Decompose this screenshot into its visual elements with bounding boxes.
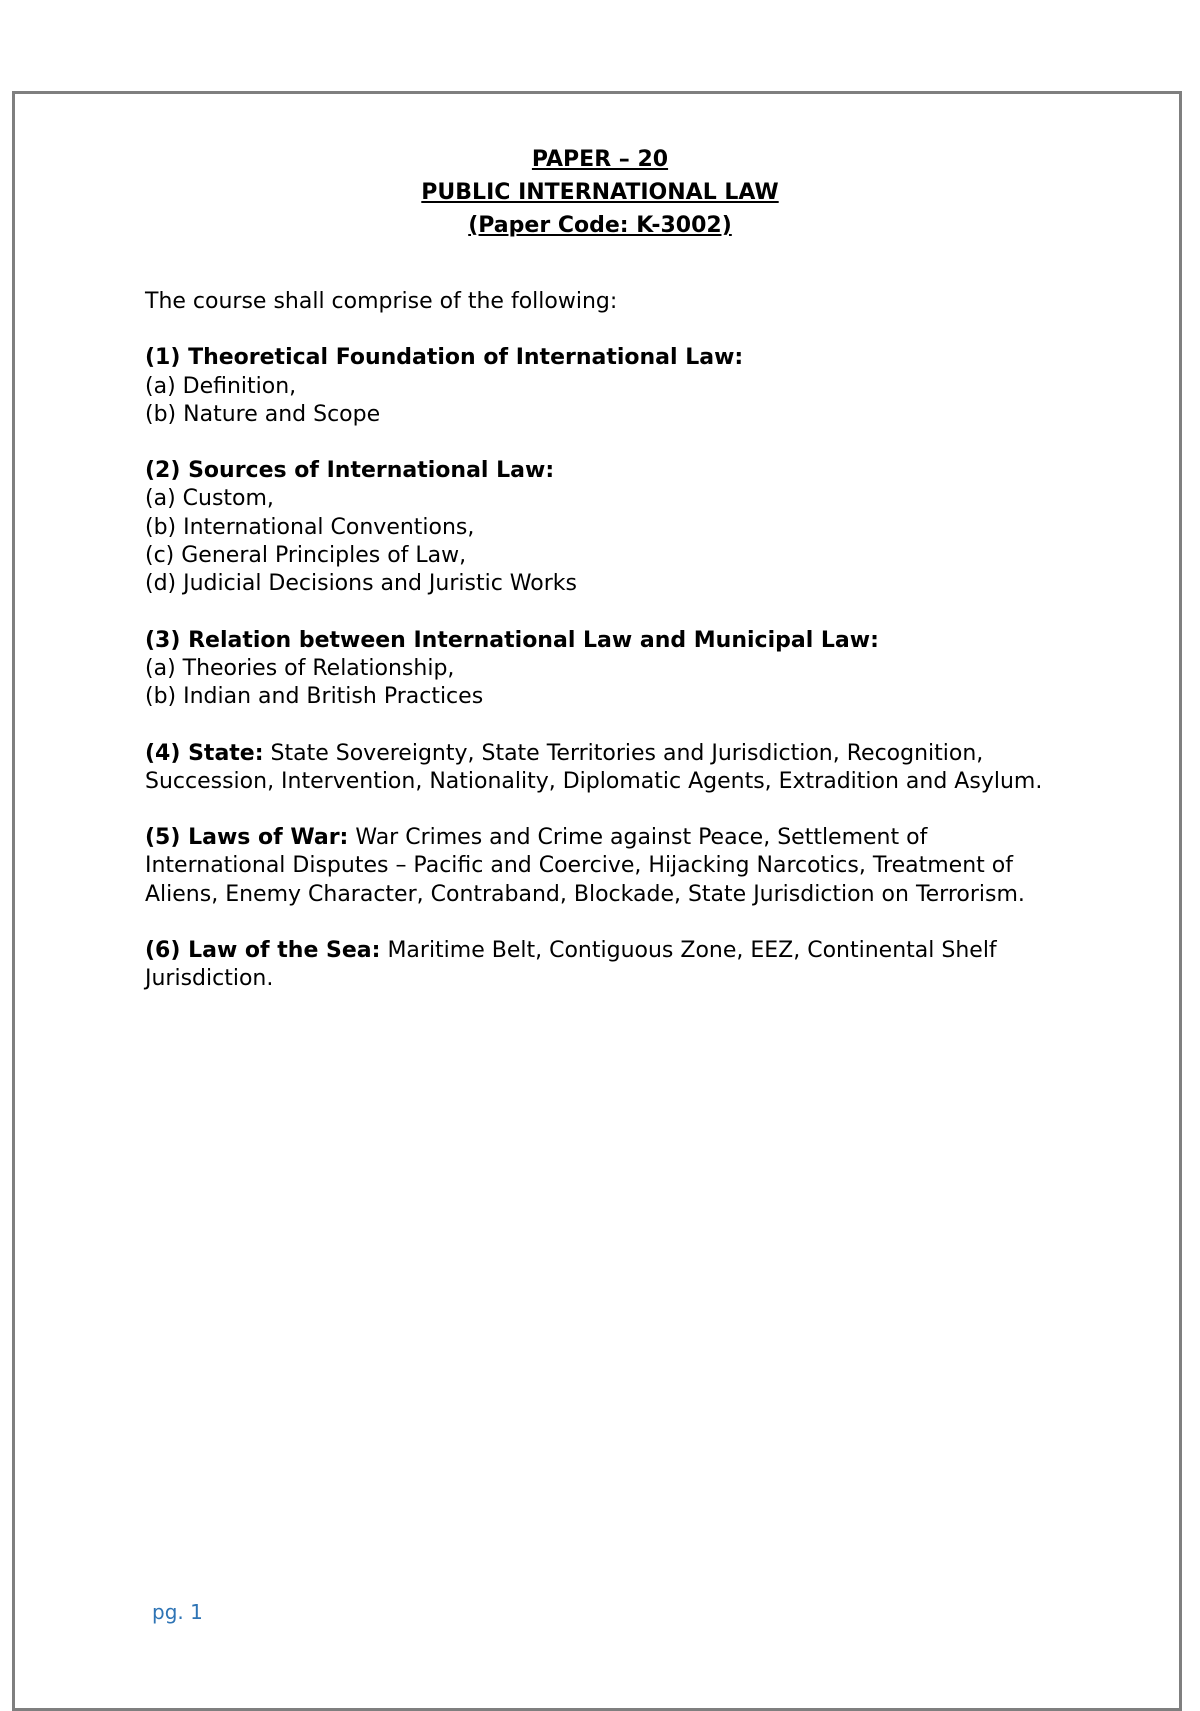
- list-item: (a) Theories of Relationship,: [145, 655, 455, 681]
- section-6: [145, 937, 1045, 994]
- section-title: (6) Law of the Sea:: [145, 938, 381, 964]
- section-title: (2) Sources of International Law:: [145, 458, 555, 484]
- list-item: (b) Nature and Scope: [145, 401, 381, 427]
- section-paragraph: [145, 824, 1045, 909]
- paper-code: (Paper Code: K-3002): [468, 213, 732, 238]
- section-body: State Sovereignty, State Territories and Jurisdiction, Recognition, Succession, Intervention, Nationality, Diplomatic Agents, Extradition and Asylum.: [145, 740, 1043, 794]
- section-title: (1) Theoretical Foundation of International Law:: [145, 345, 744, 371]
- list-item: (b) Indian and British Practices: [145, 684, 484, 710]
- section-body: Maritime Belt, Contiguous Zone, EEZ, Continental Shelf Jurisdiction.: [145, 938, 997, 992]
- page-number: pg. 1: [152, 1600, 203, 1624]
- document-header: [0, 143, 1200, 242]
- list-item: (c) General Principles of Law,: [145, 543, 467, 569]
- course-content: [145, 288, 1045, 1022]
- section-body: War Crimes and Crime against Peace, Settlement of International Disputes – Pacific and Coercive, Hijacking Narcotics, Treatment of Aliens, Enemy Character, Contraband, Blockade, State Jurisdiction on Terrorism.: [145, 825, 1025, 907]
- section-1: [145, 344, 1045, 429]
- list-item: (d) Judicial Decisions and Juristic Works: [145, 571, 577, 597]
- section-title: (4) State:: [145, 740, 264, 766]
- section-2: [145, 457, 1045, 598]
- list-item: (a) Custom,: [145, 486, 274, 512]
- section-5: [145, 824, 1045, 909]
- section-paragraph: [145, 740, 1045, 797]
- paper-title: PUBLIC INTERNATIONAL LAW: [421, 180, 779, 205]
- paper-number: PAPER – 20: [531, 147, 669, 172]
- section-3: [145, 627, 1045, 712]
- section-title: (3) Relation between International Law and Municipal Law:: [145, 627, 879, 653]
- intro-text: The course shall comprise of the following:: [145, 289, 618, 314]
- section-paragraph: [145, 937, 1045, 994]
- section-4: [145, 740, 1045, 797]
- section-title: (5) Laws of War:: [145, 825, 349, 851]
- list-item: (b) International Conventions,: [145, 514, 475, 540]
- list-item: (a) Definition,: [145, 373, 297, 399]
